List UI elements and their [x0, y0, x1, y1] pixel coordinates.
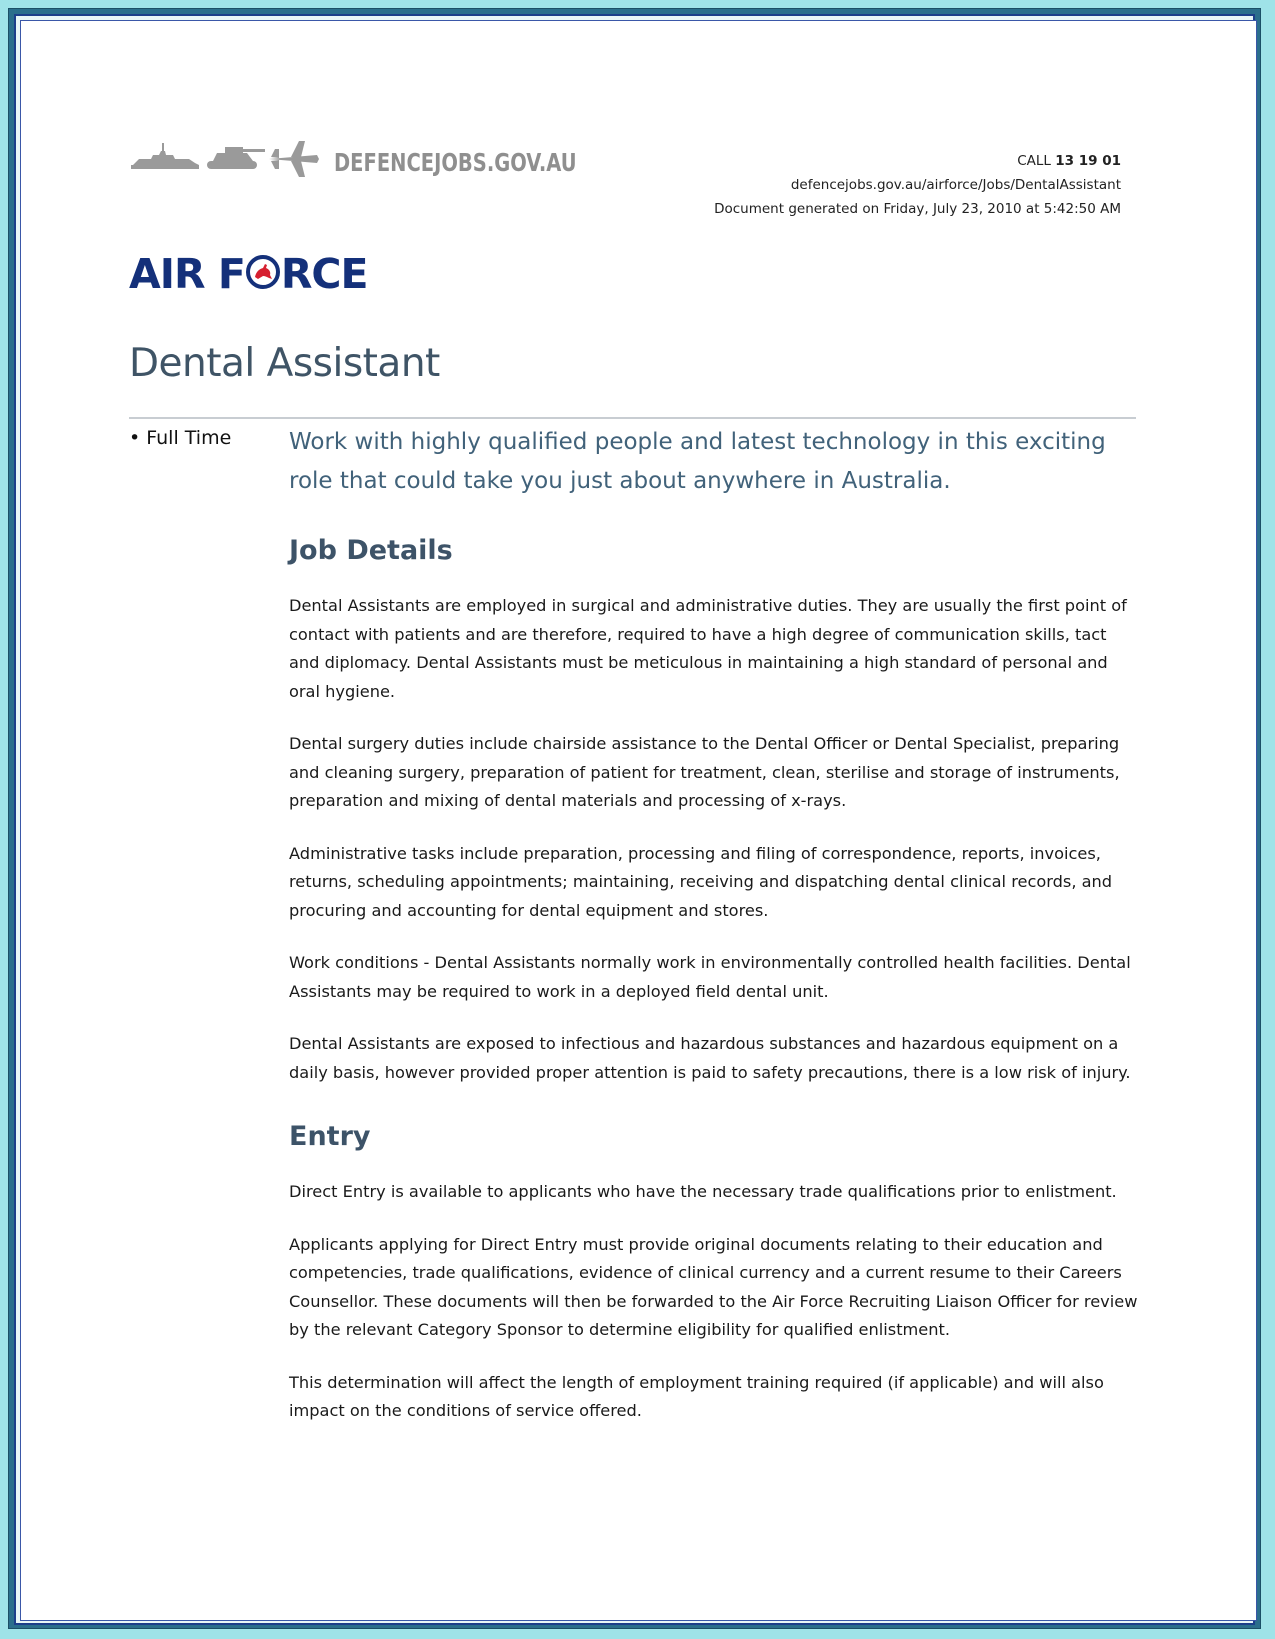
job-url[interactable]: defencejobs.gov.au/airforce/Jobs/DentalAssistant	[790, 177, 1121, 193]
entry-heading: Entry	[289, 1121, 371, 1152]
paragraph: Applicants applying for Direct Entry must provide original documents relating to their education and competencies, trade qualifications, evidence of clinical currency and a current resume to their Careers Counsellor. These documents will then be forwarded to the Air Force Recruiting Liaison Officer for review by the relevant Category Sponsor to determine eligibility for qualified enlistment.	[289, 1234, 1138, 1339]
job-details-heading: Job Details	[289, 535, 453, 566]
generated-timestamp: Document generated on Friday, July 23, 2010 at 5:42:50 AM	[714, 201, 1121, 217]
paragraph: Work conditions - Dental Assistants normally work in environmentally controlled health facilities. Dental Assistants may be required to work in a deployed field dental unit.	[289, 953, 1131, 1001]
document-page	[20, 20, 1257, 1621]
main-content	[289, 423, 1139, 1450]
page-title: Dental Assistant	[129, 341, 440, 386]
kangaroo-roundel-icon	[246, 255, 280, 289]
paragraph: This determination will affect the length of employment training required (if applicable) and will also impact on the conditions of service offered.	[289, 1372, 1104, 1420]
air-force-logo	[129, 249, 368, 299]
contact-block	[714, 149, 1121, 221]
job-type: • Full Time	[129, 427, 232, 449]
paragraph: Administrative tasks include preparation, processing and filing of correspondence, reports, invoices, returns, scheduling appointments; maintaining, receiving and dispatching dental clinical records, and procuring and accounting for dental equipment and stores.	[289, 843, 1113, 920]
call-label: CALL	[1017, 153, 1051, 169]
call-number: 13 19 01	[1055, 153, 1121, 169]
paragraph: Direct Entry is available to applicants who have the necessary trade qualifications prior to enlistment.	[289, 1182, 1117, 1201]
ship-tank-plane-icon	[129, 133, 329, 183]
lead-text: Work with highly qualified people and latest technology in this exciting role that could take you just about anywhere in Australia.	[289, 429, 1106, 494]
logo-text-part1: AIR F	[129, 249, 245, 298]
paragraph: Dental surgery duties include chairside assistance to the Dental Officer or Dental Specialist, preparing and cleaning surgery, preparation of patient for treatment, clean, sterilise and storage of instruments, preparation and mixing of dental materials and processing of x-rays.	[289, 734, 1120, 810]
title-divider	[129, 417, 1136, 419]
paragraph: Dental Assistants are exposed to infectious and hazardous substances and hazardous equipment on a daily basis, however provided proper attention is paid to safety precautions, there is a low risk of injury.	[289, 1034, 1131, 1082]
paragraph: Dental Assistants are employed in surgical and administrative duties. They are usually the first point of contact with patients and are therefore, required to have a high degree of communication skills, tact and diplomacy. Dental Assistants must be meticulous in maintaining a high standard of personal and oral hygiene.	[289, 596, 1127, 701]
site-name: DEFENCEJOBS.GOV.AU	[334, 148, 577, 177]
logo-text-part2: RCE	[280, 249, 368, 298]
call-line	[714, 149, 1121, 173]
